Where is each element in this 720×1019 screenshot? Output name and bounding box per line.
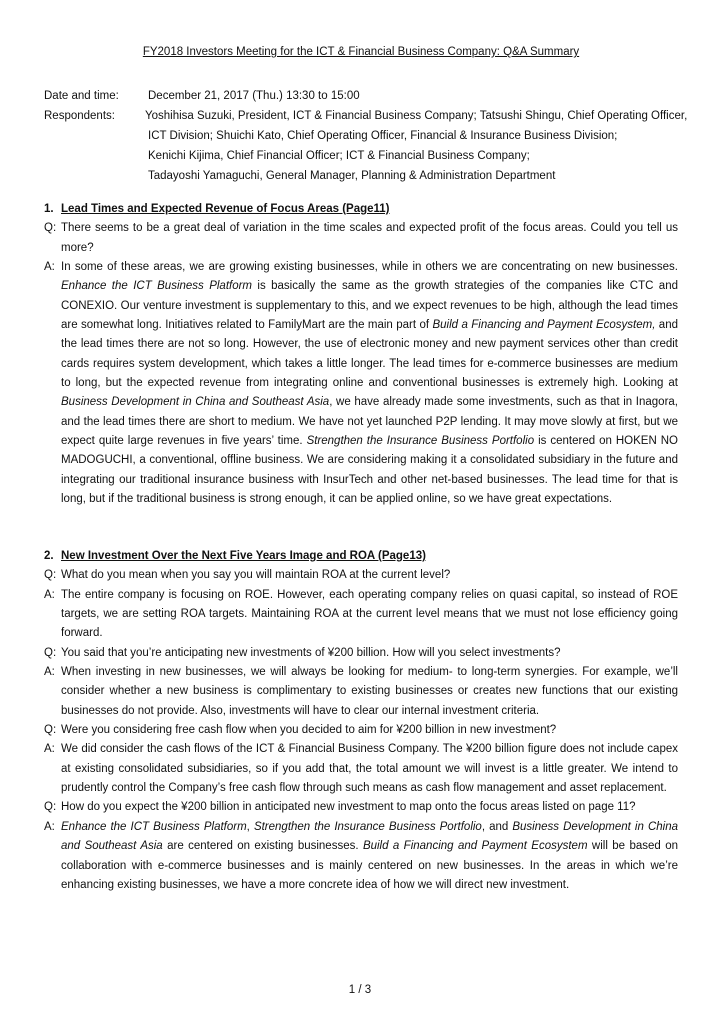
answer	[44, 740, 678, 798]
date-label: Date and time:	[44, 90, 119, 102]
page-number: 1 / 3	[348, 984, 372, 996]
qa-tag: Q:	[44, 222, 57, 235]
section-title: New Investment Over the Next Five Years Image and ROA (Page13)	[61, 550, 426, 562]
respondents-value	[145, 106, 687, 186]
answer	[44, 258, 678, 509]
respondents-line: Tadayoshi Yamaguchi, General Manager, Planning & Administration Department	[148, 170, 556, 182]
question	[44, 219, 678, 258]
qa-tag: A:	[44, 261, 55, 274]
qa-tag: A:	[44, 588, 55, 601]
qa-text: How do you expect the ¥200 billion in anticipated new investment to map onto the focus areas listed on page 11?	[61, 801, 636, 814]
qa-tag: A:	[44, 743, 55, 756]
qa-text: What do you mean when you say you will maintain ROA at the current level?	[61, 569, 451, 582]
question	[44, 644, 678, 663]
section-2	[44, 547, 678, 895]
focus-area-name: Strengthen the Insurance Business Portfolio	[306, 435, 535, 448]
question	[44, 798, 678, 817]
qa-text: You said that you’re anticipating new investments of ¥200 billion. How will you select investments?	[61, 646, 561, 659]
qa-tag: Q:	[44, 646, 57, 659]
question	[44, 566, 678, 585]
focus-area-name: Enhance the ICT Business Platform	[61, 820, 247, 833]
qa-text: We did consider the cash flows of the ICT & Financial Business Company. The ¥200 billion figure does not include capex at existing consolidated subsidiaries, so if you add that, the total amount we will invest is a little greater. We intend to prudently control the Company’s free cash flow through such means as cash flow management and asset replacement.	[61, 743, 678, 795]
respondents-line: Kenichi Kijima, Chief Financial Officer; ICT & Financial Business Company;	[148, 150, 530, 162]
focus-area-name: Business Development in China and Southeast Asia	[61, 396, 330, 409]
section-heading	[44, 200, 678, 219]
section-heading	[44, 547, 678, 566]
qa-tag: A:	[44, 666, 55, 679]
qa-text: Enhance the ICT Business Platform, Strengthen the Insurance Business Portfolio, and Business Development in China and Southeast Asia are centered on existing businesses. Build a Financing and Payment Ecosystem will be based on collaboration with e-commerce businesses and is mainly centered on new businesses. In the areas in which we’re enhancing existing businesses, we have a more concrete idea of how we will direct new investment.	[61, 820, 678, 891]
focus-area-name: Enhance the ICT Business Platform	[61, 280, 253, 293]
qa-text: The entire company is focusing on ROE. However, each operating company relies on quasi capital, so instead of ROE targets, we are setting ROA targets. Maintaining ROA at the current level means that we must not lose efficiency going forward.	[61, 588, 678, 640]
qa-tag: Q:	[44, 724, 57, 737]
qa-list	[44, 219, 678, 509]
section-title: Lead Times and Expected Revenue of Focus Areas (Page11)	[61, 203, 390, 215]
section-1	[44, 200, 678, 510]
qa-text: In some of these areas, we are growing existing businesses, while in others we are concentrating on new businesses. Enhance the ICT Business Platform is basically the same as the growth strategies of the companies like CTC and CONEXIO. Our venture investment is supplementary to this, and we expect revenues to be high, although the lead times are somewhat long. Initiatives related to FamilyMart are the main part of Build a Financing and Payment Ecosystem, and the lead times there are not so long. However, the use of electronic money and new payment services other than credit cards requires system development, which takes a little longer. The lead times for e-commerce businesses are medium to long, but the expected revenue from integrating online and conventional businesses is extremely high. Looking at Business Development in China and Southeast Asia, we have already made some investments, such as that in Inagora, and the lead times there are short to medium. We have not yet launched P2P lending. It may move slowly at first, but we expect quite large revenues in five years’ time. Strengthen the Insurance Business Portfolio is centered on HOKEN NO MADOGUCHI, a conventional, offline business. We are considering making it a consolidated subsidiary in the future and integrating our traditional insurance business with InsurTech and other net-based businesses. The lead time for that is long, but if the traditional business is strong enough, it can be applied online, so we have great expectations.	[61, 261, 678, 506]
respondents-label: Respondents:	[44, 110, 115, 122]
qa-tag: Q:	[44, 801, 57, 814]
respondents-row	[44, 106, 688, 186]
qa-tag: Q:	[44, 569, 57, 582]
respondents-line: ICT Division; Shuichi Kato, Chief Operating Officer, Financial & Insurance Business Division;	[148, 130, 618, 142]
section-number: 2.	[44, 550, 54, 562]
date-row	[44, 86, 678, 106]
answer	[44, 818, 678, 895]
qa-text: Were you considering free cash flow when you decided to aim for ¥200 billion in new investment?	[61, 724, 557, 737]
document-title: FY2018 Investors Meeting for the ICT & Financial Business Company: Q&A Summary	[142, 46, 580, 58]
qa-text: When investing in new businesses, we will always be looking for medium- to long-term synergies. For example, we’ll consider whether a new business is complimentary to existing businesses or creates new functions that our existing businesses do not provide. Also, investments will have to clear our internal investment criteria.	[61, 666, 678, 717]
focus-area-name: Business Development in China and Southeast Asia	[61, 820, 678, 853]
qa-tag: A:	[44, 820, 55, 833]
answer	[44, 663, 678, 721]
qa-text: There seems to be a great deal of variation in the time scales and expected profit of the focus areas. Could you tell us more?	[61, 222, 678, 254]
question	[44, 721, 678, 740]
answer	[44, 586, 678, 644]
meeting-info	[44, 86, 688, 186]
section-number: 1.	[44, 203, 54, 215]
focus-area-name: Build a Financing and Payment Ecosystem	[362, 840, 588, 853]
date-value: December 21, 2017 (Thu.) 13:30 to 15:00	[148, 90, 360, 102]
focus-area-name: Build a Financing and Payment Ecosystem,	[432, 319, 656, 332]
qa-list	[44, 566, 678, 895]
focus-area-name: Strengthen the Insurance Business Portfolio	[253, 820, 482, 833]
respondents-line: Yoshihisa Suzuki, President, ICT & Financial Business Company; Tatsushi Shingu, Chief Operating Officer,	[145, 110, 688, 122]
